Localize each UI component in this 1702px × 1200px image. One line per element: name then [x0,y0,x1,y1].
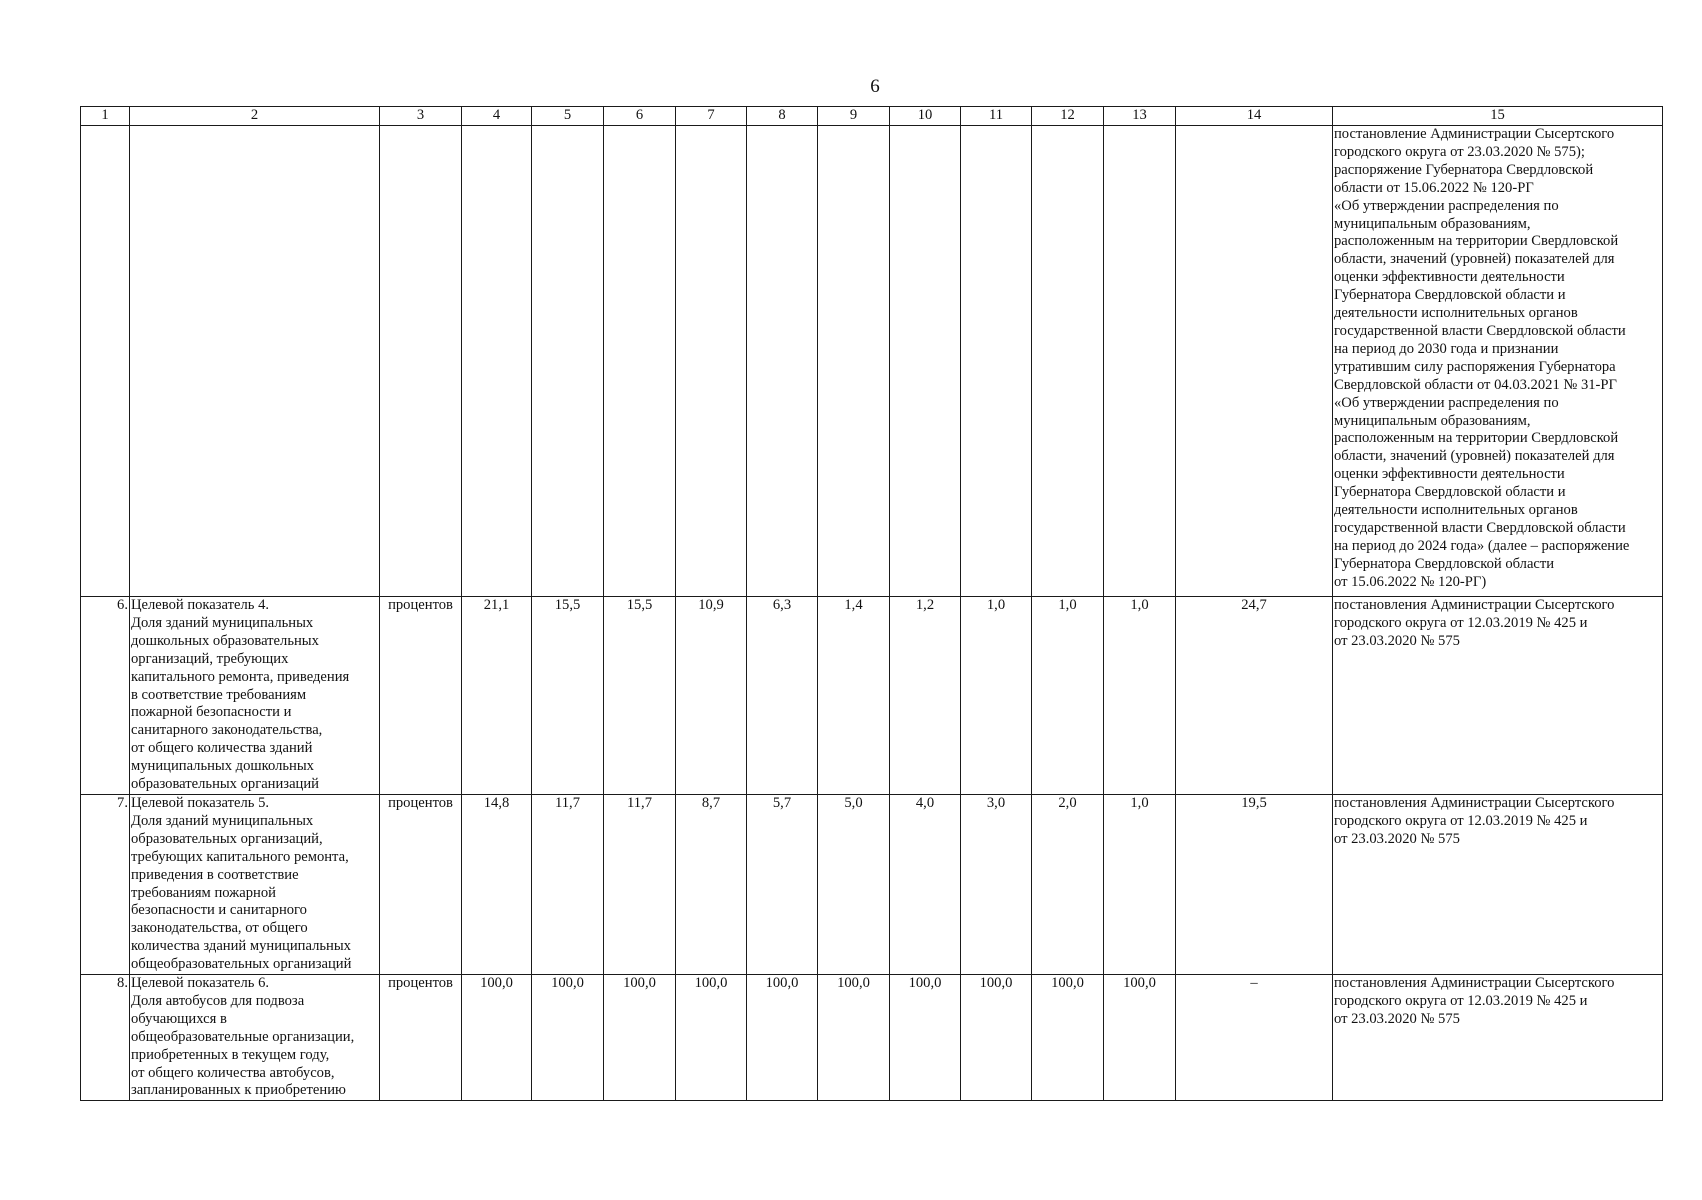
value-cell: 1,0 [1032,597,1104,795]
header-row [81,107,1663,126]
column-header: 4 [462,107,532,126]
unit-cell: процентов [380,597,462,795]
value-cell: 8,7 [676,794,747,974]
table-cell [1104,126,1176,597]
value-cell: 11,7 [604,794,676,974]
value-cell: 1,4 [818,597,890,795]
value-cell: 11,7 [532,794,604,974]
basis-cell: постановление Администрации Сысертского городского округа от 23.03.2020 № 575); распоряжение Губернатора Свердловской области от 15.06.2022 № 120-РГ «Об утверждении распределения по муниципальным образованиям, расположенным на территории Свердловской области, значений (уровней) показателей для оценки эффективности деятельности Губернатора Свердловской области и деятельности исполнительных органов государственной власти Свердловской области на период до 2030 года и признании утратившим силу распоряжения Губернатора Свердловской области от 04.03.2021 № 31-РГ «Об утверждении распределения по муниципальным образованиям, расположенным на территории Свердловской области, значений (уровней) показателей для оценки эффективности деятельности Губернатора Свердловской области и деятельности исполнительных органов государственной власти Свердловской области на период до 2024 года» (далее – распоряжение Губернатора Свердловской области от 15.06.2022 № 120-РГ) [1333,126,1663,597]
value-cell: 10,9 [676,597,747,795]
row-number: 7. [81,794,130,974]
table-cell [532,126,604,597]
value-cell: 1,0 [1104,597,1176,795]
column-header: 6 [604,107,676,126]
value-cell: 100,0 [532,975,604,1101]
value-cell: 1,0 [961,597,1032,795]
table-cell [130,126,380,597]
table-cell [1032,126,1104,597]
value-cell: 100,0 [747,975,818,1101]
value-cell: 21,1 [462,597,532,795]
value-cell: 2,0 [1032,794,1104,974]
basis-cell: постановления Администрации Сысертского городского округа от 12.03.2019 № 425 и от 23.03.2020 № 575 [1333,975,1663,1101]
column-header: 8 [747,107,818,126]
value-cell: 14,8 [462,794,532,974]
column-header: 9 [818,107,890,126]
table-cell [961,126,1032,597]
table-row [81,597,1663,795]
value-cell: 15,5 [532,597,604,795]
table-row-continuation [81,126,1663,597]
table-cell [676,126,747,597]
value-cell: 6,3 [747,597,818,795]
value-cell: 5,0 [818,794,890,974]
column-header: 1 [81,107,130,126]
page-number: 6 [870,76,880,97]
table-cell [747,126,818,597]
table-cell [890,126,961,597]
indicators-table [80,106,1663,1101]
basis-cell: постановления Администрации Сысертского городского округа от 12.03.2019 № 425 и от 23.03.2020 № 575 [1333,794,1663,974]
row-number: 8. [81,975,130,1101]
table-cell [462,126,532,597]
value-cell: 100,0 [961,975,1032,1101]
value-cell: 3,0 [961,794,1032,974]
value-cell: 100,0 [1104,975,1176,1101]
column-header: 2 [130,107,380,126]
column-header: 13 [1104,107,1176,126]
unit-cell: процентов [380,975,462,1101]
column-header: 10 [890,107,961,126]
value-cell: 24,7 [1176,597,1333,795]
value-cell: 5,7 [747,794,818,974]
column-header: 12 [1032,107,1104,126]
value-cell: 100,0 [462,975,532,1101]
table-cell [380,126,462,597]
column-header: 15 [1333,107,1663,126]
table-cell [81,126,130,597]
value-cell: 1,2 [890,597,961,795]
value-cell: 100,0 [890,975,961,1101]
table-cell [1176,126,1333,597]
table-row [81,975,1663,1101]
value-cell: 15,5 [604,597,676,795]
column-header: 3 [380,107,462,126]
value-cell: 100,0 [818,975,890,1101]
value-cell: 100,0 [676,975,747,1101]
value-cell: 100,0 [1032,975,1104,1101]
indicator-name: Целевой показатель 4. Доля зданий муниципальных дошкольных образовательных организаций, требующих капитального ремонта, приведения в соответствие требованиям пожарной безопасности и санитарного законодательства, от общего количества зданий муниципальных дошкольных образовательных организаций [130,597,380,795]
value-cell: 100,0 [604,975,676,1101]
column-header: 5 [532,107,604,126]
unit-cell: процентов [380,794,462,974]
table-cell [818,126,890,597]
table-cell [604,126,676,597]
value-cell: 4,0 [890,794,961,974]
indicator-name: Целевой показатель 5. Доля зданий муниципальных образовательных организаций, требующих капитального ремонта, приведения в соответствие требованиям пожарной безопасности и санитарного законодательства, от общего количества зданий муниципальных общеобразовательных организаций [130,794,380,974]
column-header: 7 [676,107,747,126]
indicator-name: Целевой показатель 6. Доля автобусов для подвоза обучающихся в общеобразовательные организации, приобретенных в текущем году, от общего количества автобусов, запланированных к приобретению [130,975,380,1101]
value-cell: 1,0 [1104,794,1176,974]
value-cell: – [1176,975,1333,1101]
table-row [81,794,1663,974]
value-cell: 19,5 [1176,794,1333,974]
row-number: 6. [81,597,130,795]
basis-cell: постановления Администрации Сысертского городского округа от 12.03.2019 № 425 и от 23.03.2020 № 575 [1333,597,1663,795]
column-header: 11 [961,107,1032,126]
column-header: 14 [1176,107,1333,126]
